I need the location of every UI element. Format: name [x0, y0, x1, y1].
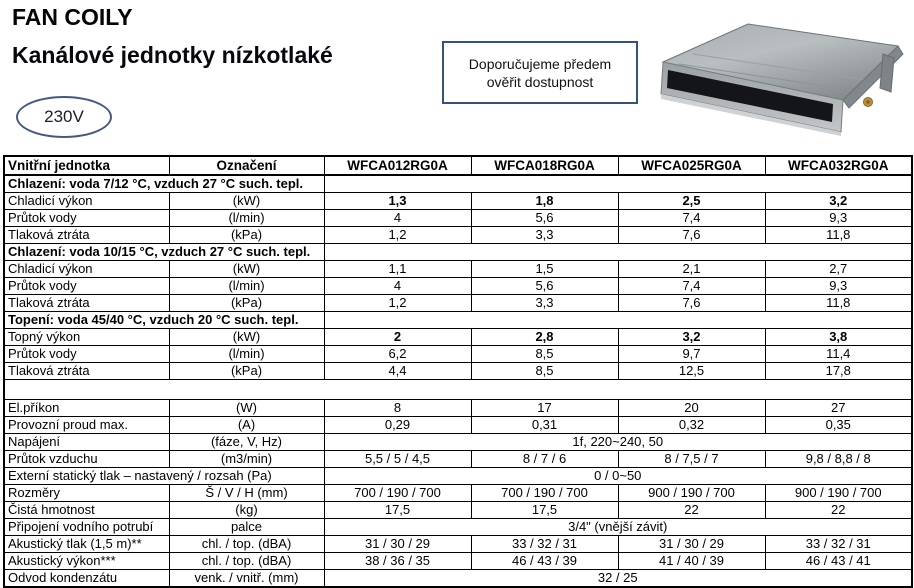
page-subtitle: Kanálové jednotky nízkotlaké [12, 42, 333, 68]
row-unit: venk. / vnitř. (mm) [169, 570, 324, 588]
section-label: Chlazení: voda 10/15 °C, vzduch 27 °C such. tepl. [4, 244, 324, 261]
section-label: Topení: voda 45/40 °C, vzduch 20 °C such. tepl. [4, 312, 324, 329]
value-cell: 0,32 [618, 417, 765, 434]
row-unit: (kPa) [169, 363, 324, 380]
table-row [4, 451, 912, 468]
column-header: Vnitřní jednotka [4, 156, 169, 175]
row-unit: (kW) [169, 193, 324, 210]
value-cell: 8 / 7,5 / 7 [618, 451, 765, 468]
value-cell: 3,3 [471, 295, 618, 312]
value-cell: 33 / 32 / 31 [765, 536, 912, 553]
row-unit: (A) [169, 417, 324, 434]
table-row [4, 295, 912, 312]
row-label: Tlaková ztráta [4, 227, 169, 244]
row-label: Akustický výkon*** [4, 553, 169, 570]
voltage-badge-label: 230V [44, 107, 84, 126]
row-unit: (W) [169, 400, 324, 417]
row-unit: (kW) [169, 261, 324, 278]
value-cell: 700 / 190 / 700 [471, 485, 618, 502]
value-cell: 11,8 [765, 295, 912, 312]
table-row [4, 468, 912, 485]
table-row [4, 485, 912, 502]
spec-table [3, 155, 913, 588]
value-cell: 12,5 [618, 363, 765, 380]
value-cell: 3,8 [765, 329, 912, 346]
row-unit: (l/min) [169, 346, 324, 363]
value-cell: 3,2 [618, 329, 765, 346]
value-cell: 1,3 [324, 193, 471, 210]
value-cell: 1,1 [324, 261, 471, 278]
table-header-row [4, 156, 912, 175]
unit-bracket [880, 54, 894, 92]
availability-notice-line2: ověřit dostupnost [486, 73, 594, 90]
value-cell: 46 / 43 / 41 [765, 553, 912, 570]
value-cell: 8,5 [471, 363, 618, 380]
section-row [4, 175, 912, 193]
voltage-badge [16, 96, 112, 138]
row-unit: (kg) [169, 502, 324, 519]
model-header: WFCA032RG0A [765, 156, 912, 175]
value-cell: 3,2 [765, 193, 912, 210]
row-unit: (l/min) [169, 278, 324, 295]
section-spacer [324, 175, 912, 193]
table-row [4, 519, 912, 536]
table-row [4, 363, 912, 380]
row-label: Tlaková ztráta [4, 295, 169, 312]
value-cell: 0,35 [765, 417, 912, 434]
section-spacer [324, 244, 912, 261]
row-label: Průtok vody [4, 346, 169, 363]
row-label: Čistá hmotnost [4, 502, 169, 519]
value-cell: 11,4 [765, 346, 912, 363]
spacer-cell [4, 380, 912, 400]
table-row [4, 346, 912, 363]
value-cell: 11,8 [765, 227, 912, 244]
value-cell: 41 / 40 / 39 [618, 553, 765, 570]
row-label-wide: Externí statický tlak – nastavený / rozsah (Pa) [4, 468, 324, 485]
value-cell: 1,5 [471, 261, 618, 278]
value-cell: 7,4 [618, 278, 765, 295]
value-span-cell: 1f, 220~240, 50 [324, 434, 912, 451]
row-label: Tlaková ztráta [4, 363, 169, 380]
value-cell: 27 [765, 400, 912, 417]
value-cell: 2,5 [618, 193, 765, 210]
table-row [4, 570, 912, 588]
value-cell: 2,8 [471, 329, 618, 346]
model-header: WFCA018RG0A [471, 156, 618, 175]
value-cell: 38 / 36 / 35 [324, 553, 471, 570]
row-label: Rozměry [4, 485, 169, 502]
row-label: Průtok vody [4, 278, 169, 295]
value-cell: 900 / 190 / 700 [765, 485, 912, 502]
value-cell: 7,6 [618, 227, 765, 244]
row-unit: Š / V / H (mm) [169, 485, 324, 502]
value-cell: 46 / 43 / 39 [471, 553, 618, 570]
model-header: WFCA025RG0A [618, 156, 765, 175]
value-cell: 2 [324, 329, 471, 346]
value-cell: 33 / 32 / 31 [471, 536, 618, 553]
value-cell: 4,4 [324, 363, 471, 380]
availability-notice-line1: Doporučujeme předem [468, 55, 612, 72]
section-row [4, 244, 912, 261]
value-cell: 0,29 [324, 417, 471, 434]
row-unit: chl. / top. (dBA) [169, 536, 324, 553]
row-unit: (l/min) [169, 210, 324, 227]
value-cell: 1,2 [324, 227, 471, 244]
availability-notice-box [442, 41, 638, 104]
value-cell: 9,3 [765, 210, 912, 227]
value-cell: 9,3 [765, 278, 912, 295]
row-label: Průtok vzduchu [4, 451, 169, 468]
table-row [4, 210, 912, 227]
table-row [4, 553, 912, 570]
value-cell: 17 [471, 400, 618, 417]
table-row [4, 261, 912, 278]
row-unit: chl. / top. (dBA) [169, 553, 324, 570]
value-cell: 5,6 [471, 210, 618, 227]
value-cell: 31 / 30 / 29 [324, 536, 471, 553]
row-label: Chladicí výkon [4, 261, 169, 278]
value-cell: 1,8 [471, 193, 618, 210]
section-spacer [324, 312, 912, 329]
value-cell: 1,2 [324, 295, 471, 312]
value-cell: 6,2 [324, 346, 471, 363]
row-unit: (kPa) [169, 227, 324, 244]
value-span-cell: 32 / 25 [324, 570, 912, 588]
row-unit: (m3/min) [169, 451, 324, 468]
value-cell: 17,5 [471, 502, 618, 519]
value-cell: 2,7 [765, 261, 912, 278]
section-row [4, 312, 912, 329]
row-label: Napájení [4, 434, 169, 451]
value-cell: 8 / 7 / 6 [471, 451, 618, 468]
value-cell: 2,1 [618, 261, 765, 278]
row-label: Chladicí výkon [4, 193, 169, 210]
value-cell: 17,8 [765, 363, 912, 380]
value-cell: 8,5 [471, 346, 618, 363]
page-title: FAN COILY [12, 4, 133, 30]
table-row [4, 278, 912, 295]
row-label: Provozní proud max. [4, 417, 169, 434]
value-cell: 900 / 190 / 700 [618, 485, 765, 502]
model-header: WFCA012RG0A [324, 156, 471, 175]
value-cell: 17,5 [324, 502, 471, 519]
row-unit: (kW) [169, 329, 324, 346]
value-cell: 9,8 / 8,8 / 8 [765, 451, 912, 468]
row-unit: (fáze, V, Hz) [169, 434, 324, 451]
table-row [4, 400, 912, 417]
row-label: Odvod kondenzátu [4, 570, 169, 588]
row-unit: (kPa) [169, 295, 324, 312]
value-cell: 3,3 [471, 227, 618, 244]
duct-unit-photo [653, 2, 910, 138]
value-cell: 5,5 / 5 / 4,5 [324, 451, 471, 468]
column-header: Označení [169, 156, 324, 175]
table-row [4, 193, 912, 210]
row-label: Průtok vody [4, 210, 169, 227]
value-span-cell: 0 / 0~50 [324, 468, 912, 485]
value-cell: 22 [618, 502, 765, 519]
value-cell: 9,7 [618, 346, 765, 363]
row-label: Připojení vodního potrubí [4, 519, 169, 536]
value-cell: 7,4 [618, 210, 765, 227]
table-row [4, 434, 912, 451]
value-cell: 31 / 30 / 29 [618, 536, 765, 553]
table-row [4, 329, 912, 346]
value-cell: 4 [324, 210, 471, 227]
spacer-row [4, 380, 912, 400]
value-cell: 0,31 [471, 417, 618, 434]
value-cell: 5,6 [471, 278, 618, 295]
table-row [4, 502, 912, 519]
table-row [4, 536, 912, 553]
table-row [4, 417, 912, 434]
row-label: Akustický tlak (1,5 m)** [4, 536, 169, 553]
value-cell: 4 [324, 278, 471, 295]
value-cell: 7,6 [618, 295, 765, 312]
value-cell: 8 [324, 400, 471, 417]
row-unit: palce [169, 519, 324, 536]
value-span-cell: 3/4" (vnější závit) [324, 519, 912, 536]
value-cell: 700 / 190 / 700 [324, 485, 471, 502]
value-cell: 22 [765, 502, 912, 519]
row-label: El.příkon [4, 400, 169, 417]
table-row [4, 227, 912, 244]
row-label: Topný výkon [4, 329, 169, 346]
section-label: Chlazení: voda 7/12 °C, vzduch 27 °C such. tepl. [4, 175, 324, 193]
value-cell: 20 [618, 400, 765, 417]
